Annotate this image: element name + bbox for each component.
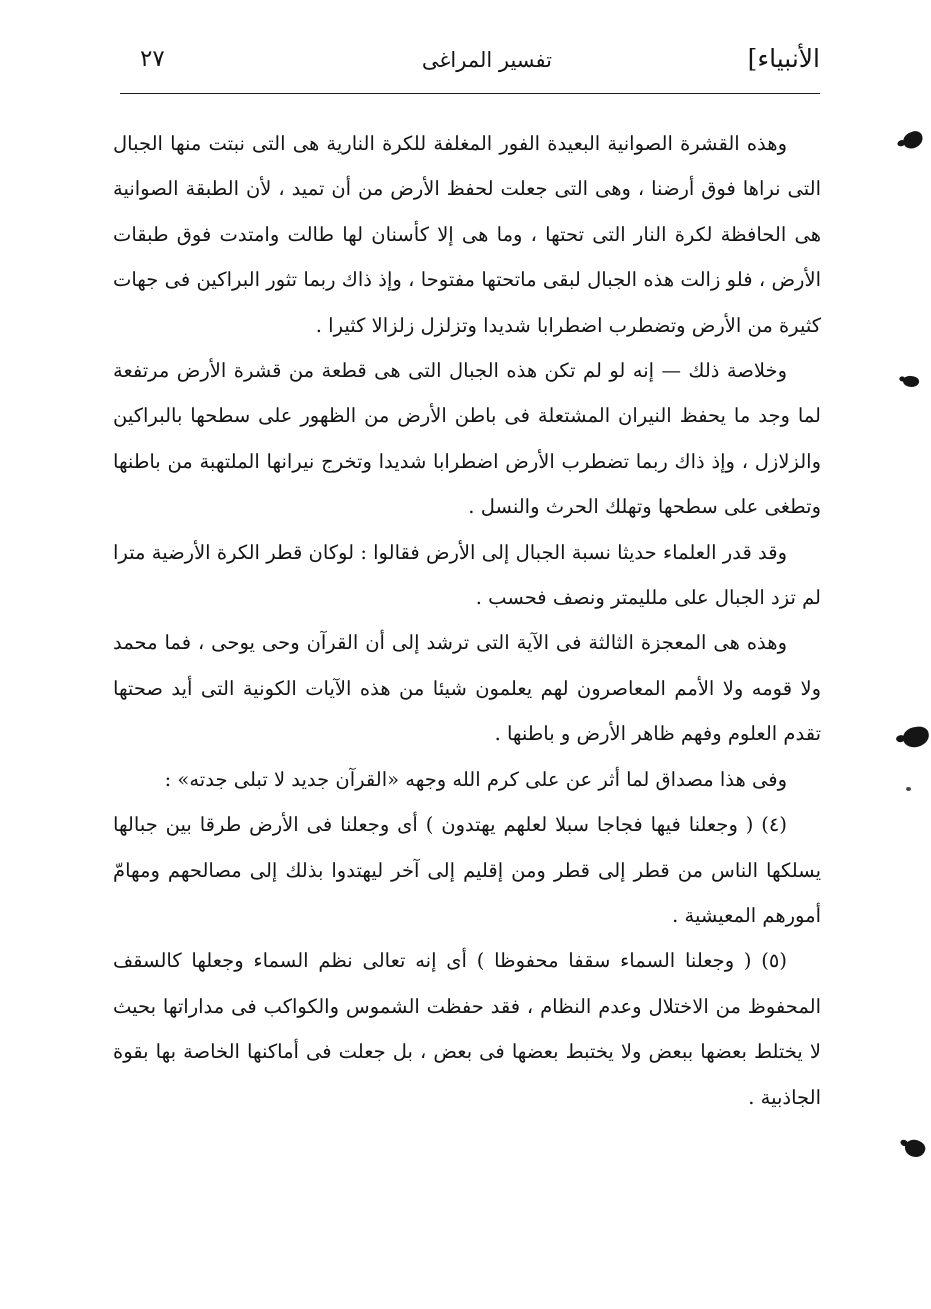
ink-blot (902, 725, 931, 748)
ink-blot (902, 375, 920, 389)
paragraph-miracle: وهذه هى المعجزة الثالثة فى الآية التى ترشد إلى أن القرآن وحى يوحى ، فما محمد ولا قومه ولا الأمم المعاصرون لهم يعلمون شيئا من هذه الآيات الكونية التى أيد صحتها تقدم العلوم وفهم ظاهر الأرض و باطنها . (113, 631, 821, 746)
book-title: تفسير المراغى (421, 48, 552, 72)
paragraph-crust: وهذه القشرة الصوانية البعيدة الفور المغلفة للكرة النارية هى التى نبتت منها الجبال التى نراها فوق أرضنا ، وهى التى جعلت لحفظ الأرض من أن تميد ، لأن الطبقة الصوانية هى الحافظة لكرة النار التى تحتها ، وما هى إلا كأسنان لها طالت وامتدت فوق طبقات الأرض ، فلو زالت هذه الجبال لبقى ماتحتها مفتوحا ، وإذ ذاك ربما تثور البراكين فى جهات كثيرة من الأرض وتضطرب اضطرابا شديدا وتزلزل زلزالا كثيرا . (113, 132, 821, 337)
paragraph-summary: وخلاصة ذلك — إنه لو لم تكن هذه الجبال التى هى قطعة من قشرة الأرض مرتفعة لما وجد ما يحفظ النيران المشتعلة فى باطن الأرض من الظهور على سطحها بالبراكين والزلازل ، وإذ ذاك ربما تضطرب الأرض اضطرابا شديدا وتخرج نيرانها الملتهبة من باطنها وتطغى على سطحها وتهلك الحرث والنسل . (113, 359, 821, 519)
page-number: ٢٧ (140, 46, 165, 72)
ink-speck (906, 787, 911, 791)
ink-blot (901, 129, 925, 151)
header-rule (120, 93, 820, 94)
surah-name: الأنبياء] (747, 44, 820, 73)
paragraph-measurement: وقد قدر العلماء حديثا نسبة الجبال إلى الأرض فقالوا : لوكان قطر الكرة الأرضية مترا لم تزد الجبال على ملليمتر ونصف فحسب . (113, 540, 821, 610)
paragraph-quote: وفى هذا مصداق لما أثر عن على كرم الله وجهه «القرآن جديد لا تبلى جدته» : (164, 767, 787, 791)
running-header (120, 42, 820, 92)
ink-blot (902, 1137, 927, 1161)
body-text (113, 121, 821, 1120)
paragraph-verse-5: (٥) ( وجعلنا السماء سقفا محفوظا ) أى إنه تعالى نظم السماء وجعلها كالسقف المحفوظ من الاختلال وعدم النظام ، فقد حفظت الشموس والكواكب فى مداراتها بحيث لا يختلط بعضها ببعض ولا يختبط بعضها فى بعض ، بل جعلت فى أماكنها الخاصة بها بقوة الجاذبية . (113, 949, 821, 1109)
paragraph-verse-4: (٤) ( وجعلنا فيها فجاجا سبلا لعلهم يهتدون ) أى وجعلنا فى الأرض طرقا بين جبالها يسلكها الناس من قطر إلى قطر ومن إقليم إلى آخر ليهتدوا بذلك إلى مصالحهم ومهامّ أمورهم المعيشية . (113, 813, 821, 927)
